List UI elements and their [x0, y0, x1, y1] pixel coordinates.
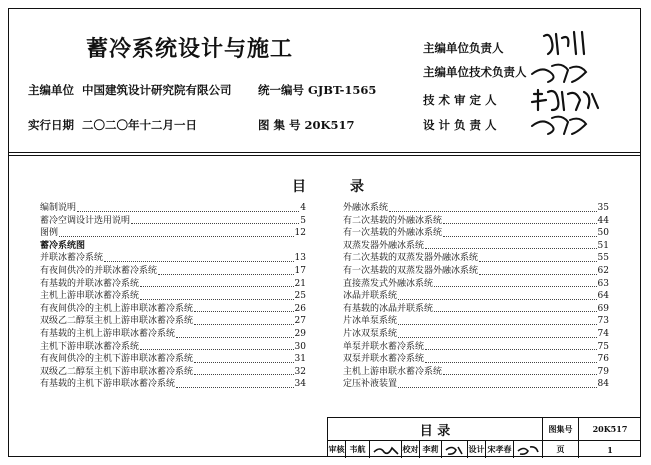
design-name: 宋孝春 [486, 441, 514, 458]
toc-entry-page: 4 [300, 203, 306, 213]
atlas-no-value: 20K517 [304, 118, 355, 132]
signature-3 [530, 86, 602, 114]
toc-entry [40, 278, 306, 291]
toc-leader-dots [194, 362, 294, 363]
toc-entry [40, 227, 306, 240]
toc-entry [40, 366, 306, 379]
toc-entry-title: 有一次基载的双蒸发器外融冰系统 [343, 265, 479, 276]
toc-entry-page: 13 [294, 253, 306, 264]
toc-entry-page: 12 [294, 228, 306, 239]
toc-entry-title: 蓄冷空调设计选用说明 [40, 215, 131, 226]
role-design-head: 设 计 负 责 人 [423, 118, 497, 132]
org-value: 中国建筑设计研究院有限公司 [82, 83, 232, 97]
toc-leader-dots [425, 362, 597, 363]
toc-entry [343, 290, 609, 303]
title-block-name: 目 录 [328, 418, 543, 441]
toc-entry-title: 冰晶并联系统 [343, 291, 398, 302]
toc-entry-page: 75 [597, 341, 609, 352]
toc-section-heading [40, 240, 306, 253]
toc-entry-page: 32 [294, 366, 306, 377]
atlas-no-label: 图 集 号 [258, 118, 301, 132]
check-signature [442, 441, 468, 458]
contents-heading [292, 176, 364, 196]
toc-leader-dots [176, 387, 294, 388]
toc-entry-title: 直接蒸发式外融冰系统 [343, 278, 434, 289]
date-label: 实行日期 [28, 118, 74, 132]
toc-entry-title: 双蒸发器外融冰系统 [343, 240, 425, 251]
toc-entry [343, 328, 609, 341]
toc-entry-page: 62 [597, 265, 609, 276]
toc-entry-title: 有二次基载的双蒸发器外融冰系统 [343, 253, 479, 264]
toc-entry-title: 双级乙二醇泵主机上游串联冰蓄冷系统 [40, 316, 194, 327]
toc-entry-page: 35 [597, 203, 609, 213]
toc-entry-page: 26 [294, 303, 306, 314]
toc-entry-page: 64 [597, 291, 609, 302]
toc-entry-title: 主机上游串联水蓄冷系统 [343, 366, 443, 377]
toc-entry-page: 31 [294, 354, 306, 365]
date-line [28, 117, 197, 133]
toc-entry [40, 303, 306, 316]
code-label: 统一编号 [258, 83, 304, 97]
toc-entry-title: 蓄冷系统图 [40, 240, 86, 251]
contents-heading-char-1: 目 [292, 179, 306, 195]
toc-entry-title: 有基载的主机上游串联冰蓄冷系统 [40, 328, 176, 339]
check-signature-mark [444, 444, 466, 456]
signature-4 [528, 112, 590, 138]
toc-entry-title: 编制说明 [40, 203, 77, 213]
toc-entry [343, 240, 609, 253]
title-block-atlas-label: 图集号 [543, 418, 579, 441]
design-signature [514, 441, 543, 458]
toc-entry [40, 353, 306, 366]
toc-entry-page: 17 [294, 265, 306, 276]
code-line [258, 82, 376, 98]
toc-entry-page: 69 [597, 303, 609, 314]
design-label: 设计 [468, 441, 486, 458]
toc-entry-title: 定压补液装置 [343, 379, 398, 390]
role-tech-approver: 技 术 审 定 人 [423, 93, 497, 107]
toc-entry-page: 79 [597, 366, 609, 377]
toc-entry [343, 278, 609, 291]
toc-entry [40, 328, 306, 341]
review-signature-mark [372, 444, 400, 456]
title-block-atlas-value: 20K517 [579, 418, 641, 441]
toc-entry [343, 227, 609, 240]
contents-heading-char-2: 录 [350, 179, 364, 195]
toc-entry [343, 265, 609, 278]
toc-entry-title: 主机下游串联冰蓄冷系统 [40, 341, 140, 352]
toc-entry-title: 有夜间供冷的主机下游串联冰蓄冷系统 [40, 354, 194, 365]
toc-entry-page: 44 [597, 215, 609, 226]
toc-leader-dots [434, 311, 597, 312]
toc-entry [343, 378, 609, 391]
toc-entry-page: 84 [597, 379, 609, 390]
toc-entry-title: 单泵并联水蓄冷系统 [343, 341, 425, 352]
design-signature-mark [516, 444, 540, 456]
page-label: 页 [543, 441, 579, 458]
toc-entry-title: 双泵并联水蓄冷系统 [343, 354, 425, 365]
toc-leader-dots [443, 223, 597, 224]
toc-entry-page: 63 [597, 278, 609, 289]
toc-entry-page: 5 [300, 215, 306, 226]
toc-entry-page: 25 [294, 291, 306, 302]
signature-1 [540, 28, 600, 58]
toc-leader-dots [176, 337, 294, 338]
toc-entry [343, 202, 609, 215]
atlas-no-line [258, 117, 355, 133]
title-block [327, 417, 641, 457]
toc-left-column [40, 202, 306, 391]
check-label: 校对 [402, 441, 420, 458]
toc-entry-title: 有夜间供冷的并联冰蓄冷系统 [40, 265, 158, 276]
role-tech-head: 主编单位技术负责人 [423, 65, 527, 79]
toc-leader-dots [140, 349, 294, 350]
toc-entry-page: 76 [597, 354, 609, 365]
role-org-head: 主编单位负责人 [423, 41, 504, 55]
toc-entry [40, 290, 306, 303]
toc-entry-page: 21 [294, 278, 306, 289]
toc-entry [343, 252, 609, 265]
toc-entry [343, 353, 609, 366]
toc-entry-page: 30 [294, 341, 306, 352]
toc-entry-page: 50 [597, 228, 609, 239]
signature-2 [528, 60, 590, 86]
toc-leader-dots [194, 374, 294, 375]
toc-entry [40, 252, 306, 265]
toc-entry [343, 366, 609, 379]
toc-entry-page: 34 [294, 379, 306, 390]
toc-entry-title: 有基载的冰晶并联系统 [343, 303, 434, 314]
toc-entry-title: 有基载的并联冰蓄冷系统 [40, 278, 140, 289]
toc-entry-page: 73 [597, 316, 609, 327]
toc-entry-title: 主机上游串联冰蓄冷系统 [40, 291, 140, 302]
toc-leader-dots [194, 324, 294, 325]
toc-leader-dots [434, 286, 597, 287]
toc-leader-dots [104, 261, 294, 262]
toc-entry [40, 265, 306, 278]
toc-leader-dots [479, 261, 597, 262]
toc-entry [343, 215, 609, 228]
toc-entry-title: 有一次基载的外融冰系统 [343, 228, 443, 239]
date-value: 二〇二〇年十二月一日 [82, 118, 198, 132]
toc-leader-dots [425, 248, 597, 249]
toc-leader-dots [398, 299, 597, 300]
org-label: 主编单位 [28, 83, 74, 97]
toc-leader-dots [398, 337, 597, 338]
toc-leader-dots [131, 223, 299, 224]
toc-leader-dots [479, 274, 597, 275]
toc-entry [343, 315, 609, 328]
toc-entry-title: 双级乙二醇泵主机下游串联冰蓄冷系统 [40, 366, 194, 377]
toc-entry [40, 315, 306, 328]
toc-entry-page: 74 [597, 328, 609, 339]
toc-entry [343, 303, 609, 316]
toc-leader-dots [443, 374, 597, 375]
toc-leader-dots [59, 236, 294, 237]
toc-leader-dots [389, 211, 597, 212]
toc-leader-dots [140, 286, 294, 287]
toc-leader-dots [140, 299, 294, 300]
toc-entry-title: 有二次基载的外融冰系统 [343, 215, 443, 226]
toc-entry [40, 202, 306, 215]
toc-entry [343, 341, 609, 354]
toc-entry-page: 55 [597, 253, 609, 264]
toc-leader-dots [77, 211, 299, 212]
toc-entry-page: 27 [294, 316, 306, 327]
toc-leader-dots [158, 274, 294, 275]
toc-leader-dots [398, 324, 597, 325]
header-divider [8, 152, 641, 153]
org-line [28, 82, 232, 98]
review-label: 审核 [328, 441, 346, 458]
toc-entry-page: 29 [294, 328, 306, 339]
toc-right-column [343, 202, 609, 391]
code-value: GJBT-1565 [308, 83, 377, 97]
toc-entry [40, 341, 306, 354]
review-name: 韦航 [346, 441, 370, 458]
toc-leader-dots [194, 311, 294, 312]
toc-entry-title: 片冰单泵系统 [343, 316, 398, 327]
review-signature [370, 441, 402, 458]
toc-leader-dots [425, 349, 597, 350]
toc-entry-title: 图例 [40, 228, 59, 239]
toc-entry [40, 215, 306, 228]
toc-entry-title: 片冰双泵系统 [343, 328, 398, 339]
toc-entry-title: 外融冰系统 [343, 203, 389, 213]
toc-leader-dots [398, 387, 597, 388]
check-name: 李莉 [420, 441, 442, 458]
toc-entry [40, 378, 306, 391]
atlas-title: 蓄冷系统设计与施工 [86, 37, 294, 62]
page-value: 1 [607, 444, 613, 455]
toc-leader-dots [443, 236, 597, 237]
toc-entry-title: 并联冰蓄冷系统 [40, 253, 104, 264]
toc-entry-title: 有夜间供冷的主机上游串联冰蓄冷系统 [40, 303, 194, 314]
toc-entry-title: 有基载的主机下游串联冰蓄冷系统 [40, 379, 176, 390]
header-divider-inner [8, 155, 641, 156]
toc-entry-page: 51 [597, 240, 609, 251]
